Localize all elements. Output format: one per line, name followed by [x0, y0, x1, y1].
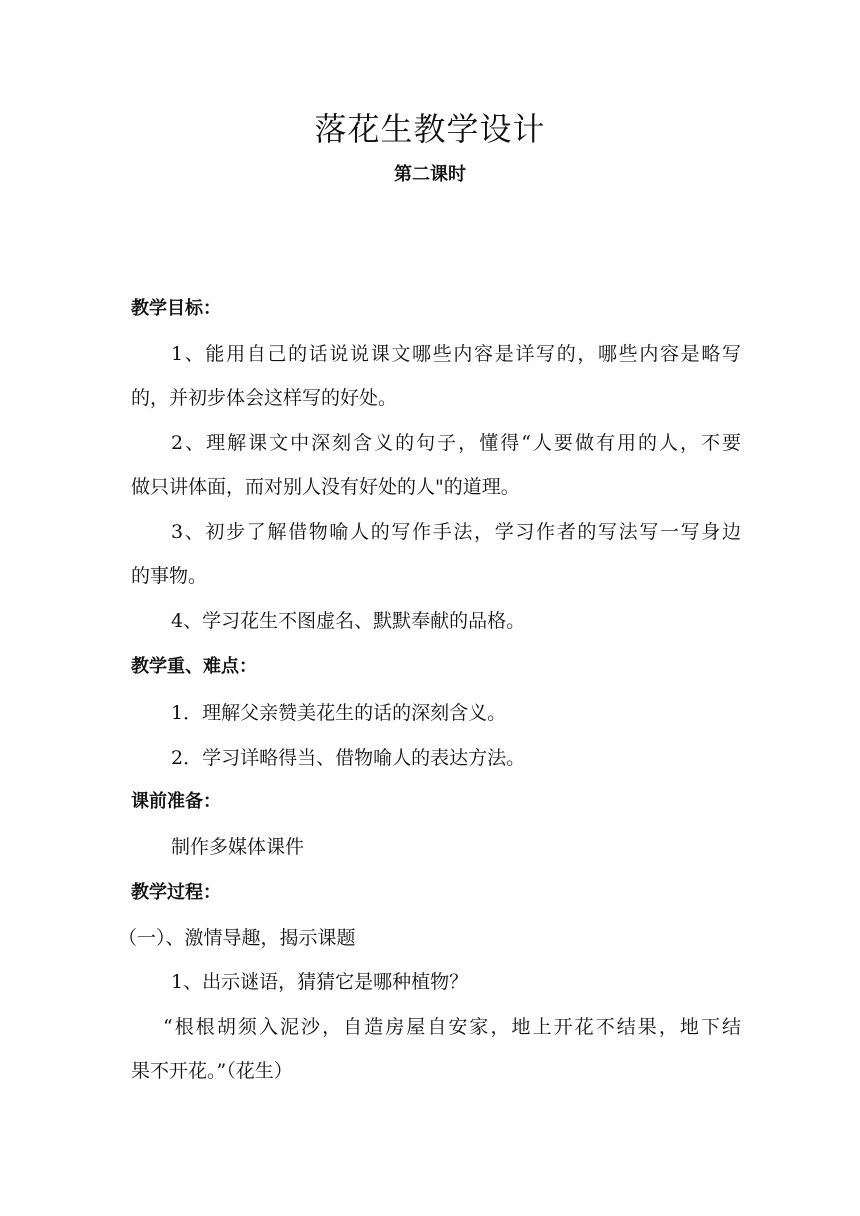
goal-item-3-line-2: 的事物。 — [131, 565, 208, 587]
goal-item-1-line-2: 的，并初步体会这样写的好处。 — [131, 387, 398, 409]
key-point-2: 2．学习详略得当、借物喻人的表达方法。 — [171, 747, 526, 769]
document-title: 落花生教学设计 — [314, 110, 546, 148]
goals-heading: 教学目标： — [131, 298, 221, 319]
goal-item-1-line-1: 1、能用自己的话说说课文哪些内容是详写的，哪些内容是略写 — [171, 343, 741, 365]
process-section-1: （一）、激情导趣，揭示课题 — [118, 927, 356, 949]
key-points-heading: 教学重、难点： — [131, 656, 257, 677]
riddle-line-1: “根根胡须入泥沙，自造房屋自安家，地上开花不结果，地下结 — [163, 1016, 741, 1038]
goal-item-2-line-1: 2、理解课文中深刻含义的句子，懂得“人要做有用的人，不要 — [171, 432, 741, 454]
document-subtitle: 第二课时 — [394, 164, 466, 185]
preparation-item: 制作多媒体课件 — [171, 836, 305, 858]
process-step-1: 1、出示谜语，猜猜它是哪种植物？ — [171, 971, 469, 993]
key-point-1: 1．理解父亲赞美花生的话的深刻含义。 — [171, 702, 507, 724]
preparation-heading: 课前准备： — [131, 791, 221, 812]
goal-item-4: 4、学习花生不图虚名、默默奉献的品格。 — [171, 610, 526, 632]
process-heading: 教学过程： — [131, 882, 221, 903]
riddle-line-2: 果不开花。”（花生） — [131, 1060, 293, 1082]
goal-item-3-line-1: 3、初步了解借物喻人的写作手法，学习作者的写法写一写身边 — [171, 521, 741, 543]
goal-item-2-line-2: 做只讲体面，而对别人没有好处的人"的道理。 — [131, 476, 520, 498]
